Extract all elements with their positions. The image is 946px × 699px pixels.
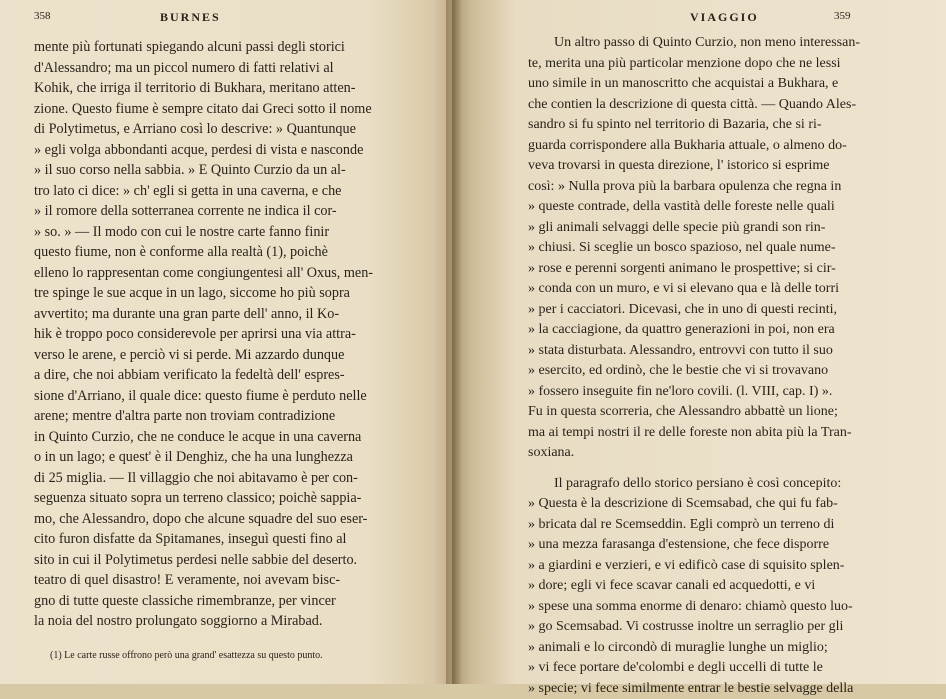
text-line: arene; mentre d'altra parte non troviam contradizione	[34, 406, 422, 427]
left-page-text	[34, 37, 422, 632]
text-line: sandro si fu spinto nel territorio di Bazaria, che si ri-	[528, 115, 918, 136]
text-line: veva trovarsi in questa direzione, l' istorico si esprime	[528, 156, 918, 177]
text-line: » conda con un muro, e vi si elevano qua e là delle torri	[528, 279, 918, 300]
text-line: avvertito; ma durante una gran parte dell' anno, il Ko-	[34, 304, 422, 325]
right-page-number: 359	[834, 10, 851, 22]
text-line: » a giardini e verzieri, e vi edificò case di squisito splen-	[528, 556, 918, 577]
text-line: elleno lo rappresentan come congiungentesi all' Oxus, men-	[34, 263, 422, 284]
text-line: d'Alessandro; ma un piccol numero di fatti relativi al	[34, 58, 422, 79]
text-line: » chiusi. Si sceglie un bosco spazioso, nel quale nume-	[528, 238, 918, 259]
text-line: tre spinge le sue acque in un lago, siccome ho più sopra	[34, 283, 422, 304]
text-line: la noia del nostro prolungato soggiorno a Mirabad.	[34, 611, 422, 632]
text-line: Kohik, che irriga il territorio di Bukhara, meritano atten-	[34, 78, 422, 99]
text-line: » il romore della sotterranea corrente ne indica il cor-	[34, 201, 422, 222]
text-line: di 25 miglia. — Il villaggio che noi abitavamo è per con-	[34, 468, 422, 489]
text-line: così: » Nulla prova più la barbara opulenza che regna in	[528, 177, 918, 198]
book-gutter	[452, 0, 462, 684]
text-line: sito in cui il Polytimetus perdesi nelle sabbie del deserto.	[34, 550, 422, 571]
text-line: di Polytimetus, e Arriano così lo descrive: » Quantunque	[34, 119, 422, 140]
text-line: » dore; egli vi fece scavar canali ed acquedotti, e vi	[528, 576, 918, 597]
text-line: » bricata dal re Scemseddin. Egli comprò un terreno di	[528, 515, 918, 536]
text-line: te, merita una più particolar menzione dopo che ne lessi	[528, 54, 918, 75]
right-page	[446, 0, 946, 684]
text-line: Fu in questa scorreria, che Alessandro abbattè un lione;	[528, 402, 918, 423]
text-line: » egli volga abbondanti acque, perdesi di vista e nasconde	[34, 140, 422, 161]
text-line: » specie; vi fece similmente entrar le bestie selvagge della	[528, 679, 918, 699]
text-line: » per i cacciatori. Dicevasi, che in uno di questi recinti,	[528, 300, 918, 321]
left-running-header: BURNES	[160, 10, 221, 25]
text-line: ma ai tempi nostri il re delle foreste non abita più la Tran-	[528, 423, 918, 444]
text-line: in Quinto Curzio, che ne conduce le acque in una caverna	[34, 427, 422, 448]
text-line: » la cacciagione, da quattro generazioni in poi, non era	[528, 320, 918, 341]
text-line: gno di tutte queste classiche rimembranze, per vincer	[34, 591, 422, 612]
text-line: mo, che Alessandro, dopo che alcune squadre del suo eser-	[34, 509, 422, 530]
text-line: » animali e lo circondò di muraglie lunghe un miglio;	[528, 638, 918, 659]
text-line: » spese una somma enorme di denaro: chiamò questo luo-	[528, 597, 918, 618]
text-line: » gli animali selvaggi delle specie più grandi son rin-	[528, 218, 918, 239]
text-line: Un altro passo di Quinto Curzio, non meno interessan-	[528, 33, 918, 54]
text-line: » una mezza farasanga d'estensione, che fece disporre	[528, 535, 918, 556]
text-line: » stata disturbata. Alessandro, entrovvi con tutto il suo	[528, 341, 918, 362]
right-page-text	[528, 33, 918, 699]
text-line: » go Scemsabad. Vi costrusse inoltre un serraglio per gli	[528, 617, 918, 638]
text-line: tro lato ci dice: » ch' egli si getta in una caverna, e che	[34, 181, 422, 202]
text-line: verso le arene, e perciò vi si perde. Mi azzardo dunque	[34, 345, 422, 366]
text-line: soxiana.	[528, 443, 918, 464]
left-footnote: (1) Le carte russe offrono però una grand' esattezza su questo punto.	[50, 650, 323, 661]
text-line: zione. Questo fiume è sempre citato dai Greci sotto il nome	[34, 99, 422, 120]
text-line: teatro di quel disastro! E veramente, noi avevam bisc-	[34, 570, 422, 591]
text-line: » Questa è la descrizione di Scemsabad, che qui fu fab-	[528, 494, 918, 515]
text-line: » vi fece portare de'colombi e degli uccelli di tutte le	[528, 658, 918, 679]
text-line: a dire, che noi abbiam verificato la fedeltà dell' espres-	[34, 365, 422, 386]
right-running-header: VIAGGIO	[690, 10, 759, 25]
text-line: » so. » — Il modo con cui le nostre carte fanno finir	[34, 222, 422, 243]
text-line: » esercito, ed ordinò, che le bestie che vi si trovavano	[528, 361, 918, 382]
text-line: » queste contrade, della vastità delle foreste nelle quali	[528, 197, 918, 218]
text-line: seguenza situato sopra un terreno classico; poichè sappia-	[34, 488, 422, 509]
text-line: Il paragrafo dello storico persiano è così concepito:	[528, 474, 918, 495]
text-line: che contien la descrizione di questa città. — Quando Ales-	[528, 95, 918, 116]
text-line: sione d'Arriano, il quale dice: questo fiume è perduto nelle	[34, 386, 422, 407]
text-line: uno simile in un manoscritto che acquistai a Bukhara, e	[528, 74, 918, 95]
text-line: mente più fortunati spiegando alcuni passi degli storici	[34, 37, 422, 58]
text-line: hik è troppo poco considerevole per aprirsi una via attra-	[34, 324, 422, 345]
left-page	[0, 0, 460, 684]
text-line: » rose e perenni sorgenti animano le prospettive; si cir-	[528, 259, 918, 280]
text-line: questo fiume, non è conforme alla realtà (1), poichè	[34, 242, 422, 263]
text-line: o in un lago; e quest' è il Denghiz, che ha una lunghezza	[34, 447, 422, 468]
text-line: » fossero inseguite fin ne'loro covili. (l. VIII, cap. I) ».	[528, 382, 918, 403]
text-line: guarda corrispondere alla Bukharia attuale, o almeno do-	[528, 136, 918, 157]
text-line: cito furon disfatte da Spitamanes, inseguì questi fino al	[34, 529, 422, 550]
left-page-number: 358	[34, 10, 51, 22]
text-line: » il suo corso nella sabbia. » E Quinto Curzio da un al-	[34, 160, 422, 181]
